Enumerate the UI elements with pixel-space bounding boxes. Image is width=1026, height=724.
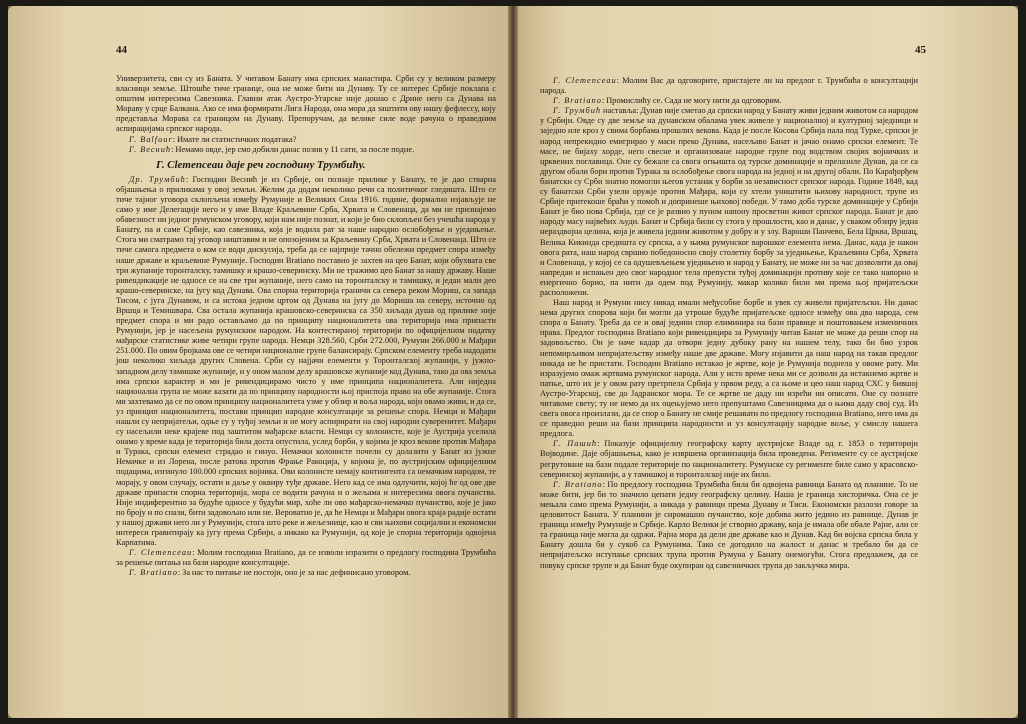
paragraph [116, 175, 496, 548]
right-page [518, 6, 1018, 718]
speech-text: : Показује официјелну географску карту аустријске Владе од г. 1853 о територији Војводине. Даје објашњења, како је извршена организација била проведена. Регименте су се аустријске регрутоване на бази подале територије по националитету. Румунске су регименте биле само у красовско-северинској жупанији, а у тамишкој и торонталској није их било. [540, 439, 918, 479]
book-spread [8, 6, 1018, 718]
paragraph: Универзитета, сви су из Баната. У читавом Банату има српских манастира. Срби су у великом размеру власници земље. Штошће тиче границе, она не може бити на Дунаву. Ту се интерес Србије поклапа с општим интересима Савезника. Главни атак Аустро-Угарске није дошао с Дрине него са Дунава на Мораву у срце Балкана. Ако се има формирати Лига Народа, она мора да заштити ову нашу фефлессу, коју представља Морава са границом на Дунаву. Препоручам, да велике силе воде рачуна о праведним аспирацијама српског народа. [116, 74, 496, 134]
paragraph [116, 135, 496, 145]
speaker-name: Г. Трумбић [553, 106, 602, 116]
speaker-name: Г. Bratiano [553, 479, 603, 489]
section-heading: Г. Clemenceau даје реч господину Трумбићу. [156, 158, 366, 171]
page-number: 45 [915, 44, 926, 56]
paragraph [540, 480, 918, 571]
speech-text: : Промислићу се. Сада не могу нити да одговорим. [601, 96, 782, 106]
paragraph [540, 96, 918, 106]
speech-text: : За нас то питање не постоји, оно је за нас дефинисано уговором. [177, 568, 411, 578]
speaker-name: Др. Трумбић [129, 174, 186, 184]
speech-text: наставља: Дунав није сметао да српски народ у Банату живи једним животом са народом у Србији. Овде су две земље на дунавском обалама увек живеле у националној и културној заједници и заједно иле кроз у свима борбама прошлих векова. Када је после Косова Србија пала под Турке, српски је народ непрекидно емигрирао у маси преко Дунава, насељаво Банат и јачао онамо српски елемент. Те масе, не бијаху хорде, него свесне и организоване народне групе под водством својих војничких и црквених поглавица. Оне су бежале са свога огњишта од турске доминације и прелазиле Дунав, да се са другом обали бори против Турака за ослобођење свога народа на једној и на другој обали. По Карађорђем банатски су Срби знатно помогли његов устанак у борби за независност српског народа. Године 1849, кад су банатски Срби узели оружје против Мађара, који су хтели уништити њихову народност, трупе из Србије притекоше браћи у помоћ и допринеше њиховој победи. У тамо доба турске доминације у Србији Банат је био нова Србија, где се је развио у пуном напону просветни живот српског народа. Банат је дао народу масу највећих људи. Банат и Србија били су стога у прошлости, као и данас, у сваком обзиру једна нераздвојна целина, која је живела једним животом у добру и у злу. Вароши Панчево, Бела Црква, Вршац, Велика Кикинда средишта су српска, а у њима румунског варошког елемента нема. Данас, када је након овога рата, наш народ свршио победоносно своју столетну борбу за уједињење, Краљевина Срба, Хрвата и Словенаца, у којој се са одушевљењем уједињено и народ у Банату, не може ни за час дозволити да овај напредан и испањен део свог народног тела препусти туђој доминацији противу које се тако напорно и енергично борио, па нити да одем под Румунију, макар колико били ми према њој пријатељски расположени. [540, 106, 918, 297]
book-gutter [508, 6, 518, 718]
speech-text: : Господин Веснић је из Србије, он познаје прилике у Банату, те је дао стварна објашњења о приликама у овој земљи. Желим да додам неколико речи са политичког гледишта. Што се тиче тајног уговора склопљена између Румуније и Великих Сила 1916. године, формално изјављује не само у име Делегације него и у име Владе Краљевине Срба, Хрвата и Словенаца, да ми не признајемо обавезност ни једног румунском уговору, који нам није познат, и који је био склопљен без учешћа народа у Банату, па и саме Србије, као савезника, која је водила рат за наше народно ослобођење и уједињење. Стога ми сматрамо тај уговор ништавим и не опозојеним за Краљевину Срба, Хрвата и Словенаца. Што се тиче самога предмета о ком се води дискусија, треба да се најприје тачно обележи предмет спора између наше државе и краљевине Румуније. Господин Bratiano поставио је захтев на цео Банат, који обухвата све три жупаније торонталску, тамишку и крашо-северинску. Ми не тражимо цео Банат за нашу државу. Наше ривендикације не односе се на све три жупаније, него само на торонталску и тамишку, и један мали део крашо-северинске, на југу код Дунава. Ова спорна територија граничи са севера реком Мориш, са запада Тисом, с југа Дунавом, и са истока једном цртом од Дунава на југу до Мориша на северу, источно од Вршца и Темишвара. Сва остала жупанија крашовско-северинска са 350 хиљада душа од прилике није предмет спора и ми радо остављамо да по принципу националитета ова територија има припасти Румунији, јер је насељена румунским народом. На контестираној територији по официјелном податку мађарске статистике живе четири групе народа. Немци 328.560, Срби 272.000, Румуни 266.000 и Мађари 251.000. По овим бројкама ове се четири националне групе балансирају. Српском елементу треба надодати још неколико хиљада других Словена. Срби су најјачи елементи у Торонталској жупанији, у јужно-западном делу тамишке жупаније, и у оном малом делу крашовске жупаније код Дунава, тако да ова земља има српски карактер и ми је ривендицирамо чисто у име принципа националитета. Али ниједна национална група не може казати да по принципу народности њој приспоја право на обе жупаније. Стога ми захтевамо да се по овом принципу националитета узме у обзир и воља народа, који овамо живи, и да се, уз принцип националитета, постави принцип народне консултације за решење спора. Немци и Мађари нашли су непријатељи, одње су у туђој земљи и не могу аспирирати на свој народни суверенитет. Мађари су насељили неке крајеве под заштитом мађарске власти. Немци су колонисте, које је Аустрија уселила онамо у време када је територија била доста опустила, услед борби, у којима је кроз векове против Мађара и Турака, српски елемент страдао и гинуо. Немачки колонисте почели су долазити у Банат из јужне Немачке и из Лорена, после ратова против Фрање Ракоција, у којима је, по аустријским официјелним подацима, изгинуло 100.000 српских војника. Ови колонисте немају контингента са немачким народом, те морају, у овом случају, остати и даље у оквиру туђе државе. Него кад се има одлучити, којој ће од ове две државе припасти спорна територија, мора се водити рачуна и о жељама и интересима овога пучанства. Није индиферентно за будуће односе у будући мир, хоће ли ово мађарско-немачко пучанство, које је јако по броју и по снази, бити задовољно или не. Вероватно је, да ће Немци и Мађари овога краја радије остати у нашој држави него ли у Румунији, стога што реке и жељезнице, као и сви њихови социјални и економски интереси гравитирају ка југу према Србији, а никако ка Румунији, од које је спорна територија одвојена Карпатима. [116, 174, 496, 548]
left-page [8, 6, 508, 718]
speaker-name: Г. Веснић [129, 144, 172, 154]
speech-text: : По предлогу господина Трумбића била би одвојена равница Баната од планине. То не може бити, јер би то значило цепати једну географску целину. Наша је граница хисторичка. Она се је мењала само према Румунији, а никада у равници према Дунаву и Тиси. Економски разлози говоре за целовитост Баната. У планини је сиромашно пучанство, које добива жито једино из равнице. Дунав је граница између Румуније и Србије. Карло Велики је створио државу, која је имала обе обале Рајне, али се та граница није могла да одржи. Рајна мора да дели две државе као и Дунав. Кад би војска српска била у Банату дошла би у сукоб са Румунима. Тако се догодило на жалост и данас и требало би да се непријатељско иступање српских трупа против Румуна у Банату онемогући. Стога предлажем, да се повуку српске трупе и да Банат буде окупиран од савезничких трупа до закључка мира. [540, 479, 918, 570]
speaker-name: Г. Clemenceau [553, 76, 617, 85]
paragraph: Наш народ и Румуни нису никад имали међусобне борбе и увек су живели пријатељски. Ни данас нема других спорова који би могли да утроше будуће пријатељске односе између ова два народа, сем спора о Банату. Треба да се и овај једини спор елиминира на бази правице и поштовањем изменичних права. Предлог господина Bratiano који ривендицира за Румунију читав Банат не може да реши спор на задовољство. Он је наче кадар да отвори једну дубоку рану на нашем телу, тако би био узрок непомирљивом непријатељству између наше две државе. Могу изјавити да наш народ на такав предлог никада не ће пристати. Господин Bratiano истакао је жртве, које је Румунија поднела у овоме рату. Ми изразујемо омаж жртвама румунског народа. Али у исто време нека ми се дозволи да истакнемо жртве и патње, што их је у овом рату претрпела Србија у првом реду, а са њоме и цео наш народ СХС у бившој Аустро-Угарској, све до Јадранског мора. Те се жртве не даду ни изрећи ни описати. Оне су познате читавоме свету; ту не немо да их оцењујемо него препуштамо Савезницима да о њима даду свој суд. Из свега овога произлази, да се спор о Банату не смије решавати по предлогу господина Bratiano, него има да се праведно реши на бази принципа народности и уз консултацију народне воље, у смислу нашега предлога. [540, 298, 918, 439]
right-page-text [540, 76, 918, 571]
speaker-name: Г. Пашић [553, 439, 598, 449]
speech-text: : Имате ли статистичких података? [172, 134, 297, 144]
speech-text: : Молим Вас да одговорите, пристајете ли на предлог г. Трумбића о консултацији народа. [540, 76, 919, 96]
page-number: 44 [116, 44, 127, 56]
speaker-name: Г. Bratiano [553, 96, 602, 106]
paragraph [116, 568, 496, 578]
speaker-name: Г. Clemenceau [129, 548, 193, 558]
paragraph [540, 76, 918, 96]
speech-text: : Молим господина Bratiano, да се изволи изразити о предлогу господина Трумбића за решење питања на бази народне консултације. [116, 548, 497, 568]
paragraph [116, 548, 496, 568]
paragraph [540, 106, 918, 298]
paragraph [116, 145, 496, 155]
left-page-text [116, 74, 496, 579]
paragraph [540, 439, 918, 479]
speaker-name: Г. Balfour [129, 134, 173, 144]
speech-text: : Немамо овде, јер смо добили данас позив у 11 сати, за после подне. [171, 144, 415, 154]
speaker-name: Г. Bratiano [129, 568, 178, 578]
